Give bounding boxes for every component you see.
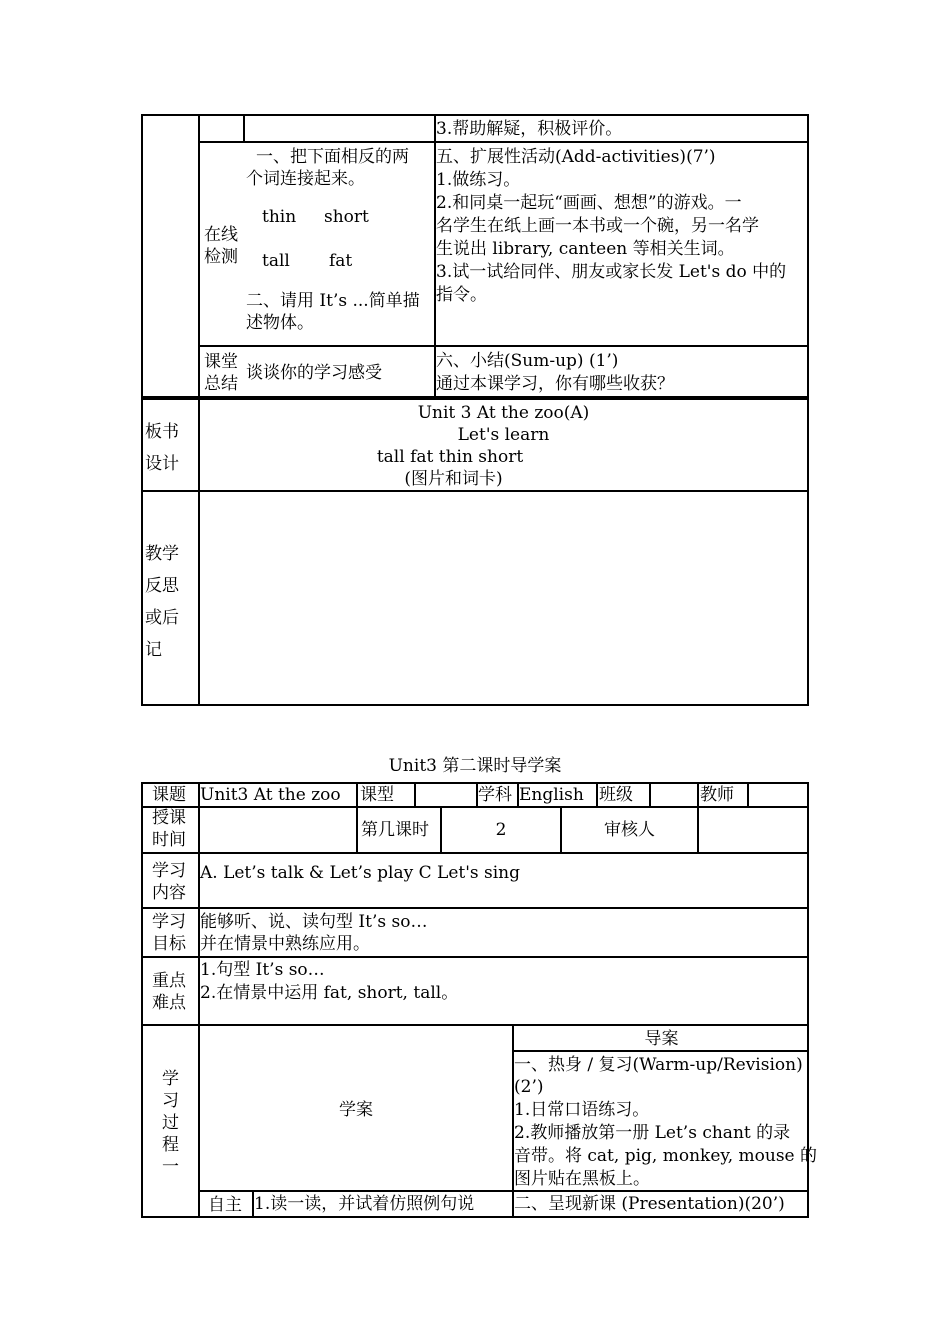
summary-middle: 谈谈你的学习感受 bbox=[246, 363, 382, 383]
guide-case-heading: 导案 bbox=[644, 1029, 679, 1049]
word-tall: tall bbox=[262, 251, 290, 271]
type-label: 课型 bbox=[360, 785, 394, 805]
board-label-2: 设计 bbox=[145, 454, 179, 474]
top-table-divider bbox=[198, 345, 809, 347]
board-line-4: (图片和词卡) bbox=[404, 469, 503, 489]
self-study-task: 1.读一读，并试着仿照例句说 bbox=[254, 1194, 475, 1214]
summary-label-1: 课堂 bbox=[204, 352, 238, 372]
section-title: Unit3 第二课时导学案 bbox=[388, 756, 562, 776]
presentation-heading: 二、呈现新课 (Presentation)(20’) bbox=[514, 1194, 785, 1214]
process-label-1: 学 bbox=[162, 1069, 179, 1089]
plan-divider bbox=[512, 1050, 809, 1052]
keypoints-line-2: 2.在情景中运用 fat, short, tall。 bbox=[200, 983, 459, 1003]
board-line-2: Let's learn bbox=[457, 425, 550, 445]
plan-divider bbox=[697, 782, 699, 852]
plan-divider bbox=[141, 1024, 809, 1026]
plan-divider bbox=[649, 782, 651, 806]
top-table-divider bbox=[198, 141, 809, 143]
keypoints-label-2: 难点 bbox=[152, 993, 186, 1013]
plan-divider bbox=[198, 1190, 809, 1192]
goals-line-2: 并在情景中熟练应用。 bbox=[200, 934, 370, 954]
extension-line-5: 生说出 library, canteen 等相关生词。 bbox=[436, 239, 735, 259]
subject-value: English bbox=[519, 785, 584, 805]
extension-line-3: 2.和同桌一起玩“画画、想想”的游戏。一 bbox=[436, 193, 742, 213]
guide-line-6: 图片贴在黑板上。 bbox=[514, 1169, 650, 1189]
goals-label-2: 目标 bbox=[152, 934, 186, 954]
content-label-1: 学习 bbox=[152, 861, 186, 881]
board-line-1: Unit 3 At the zoo(A) bbox=[417, 403, 590, 423]
top-table-divider bbox=[243, 114, 245, 142]
plan-divider bbox=[141, 907, 809, 909]
online-check-label-1: 在线 bbox=[204, 225, 238, 245]
summary-label-2: 总结 bbox=[204, 374, 238, 394]
lesson-label: 第几课时 bbox=[361, 820, 429, 840]
extension-line-2: 1.做练习。 bbox=[436, 170, 521, 190]
plan-divider bbox=[141, 956, 809, 958]
process-label-3: 过 bbox=[162, 1113, 179, 1133]
word-short: short bbox=[324, 207, 369, 227]
study-case-heading: 学案 bbox=[339, 1100, 373, 1120]
process-label-4: 程 bbox=[162, 1135, 179, 1155]
extension-line-4: 名学生在纸上画一本书或一个碗，另一名学 bbox=[436, 216, 759, 236]
reflection-label-4: 记 bbox=[145, 640, 162, 660]
plan-divider bbox=[141, 852, 809, 854]
extension-line-6: 3.试一试给同伴、朋友或家长发 Let's do 中的 bbox=[436, 262, 787, 282]
time-label-2: 时间 bbox=[152, 830, 186, 850]
summary-right-2: 通过本课学习，你有哪些收获？ bbox=[436, 374, 674, 394]
reflection-label-2: 反思 bbox=[145, 576, 179, 596]
topic-value: Unit3 At the zoo bbox=[200, 785, 341, 805]
top-table-divider bbox=[198, 114, 200, 398]
class-label: 班级 bbox=[599, 785, 633, 805]
word-thin: thin bbox=[262, 207, 297, 227]
plan-divider bbox=[356, 782, 358, 852]
reviewer-label: 审核人 bbox=[604, 820, 655, 840]
word-fat: fat bbox=[329, 251, 353, 271]
extension-line-1: 五、扩展性活动(Add-activities)(7’) bbox=[436, 147, 716, 167]
subject-label: 学科 bbox=[478, 785, 512, 805]
process-label-5: 一 bbox=[162, 1157, 179, 1177]
time-label-1: 授课 bbox=[152, 808, 186, 828]
online-task2-line1: 二、请用 It’s ...简单描 bbox=[246, 291, 420, 311]
plan-divider bbox=[596, 782, 598, 806]
self-study-label: 自主 bbox=[208, 1195, 242, 1215]
extension-line-7: 指令。 bbox=[436, 285, 487, 305]
reflection-label-1: 教学 bbox=[145, 544, 179, 564]
plan-divider bbox=[414, 782, 416, 806]
board-label-1: 板书 bbox=[145, 422, 179, 442]
online-task1-line1: 一、把下面相反的两 bbox=[256, 147, 409, 167]
content-value: A. Let’s talk & Let’s play C Let's sing bbox=[200, 863, 521, 883]
top-row1-right: 3.帮助解疑，积极评价。 bbox=[436, 119, 623, 139]
plan-divider bbox=[141, 806, 809, 808]
keypoints-label-1: 重点 bbox=[152, 971, 186, 991]
guide-line-2: (2’) bbox=[514, 1077, 544, 1097]
guide-line-5: 音带。将 cat, pig, monkey, mouse 的 bbox=[514, 1146, 818, 1166]
goals-line-1: 能够听、说、读句型 It’s so… bbox=[200, 912, 428, 932]
keypoints-line-1: 1.句型 It’s so… bbox=[200, 960, 325, 980]
process-label-2: 习 bbox=[162, 1091, 179, 1111]
reflection-label-3: 或后 bbox=[145, 608, 179, 628]
guide-line-3: 1.日常口语练习。 bbox=[514, 1100, 650, 1120]
guide-line-4: 2.教师播放第一册 Let’s chant 的录 bbox=[514, 1123, 791, 1143]
goals-label-1: 学习 bbox=[152, 912, 186, 932]
online-check-label-2: 检测 bbox=[204, 247, 238, 267]
plan-divider bbox=[747, 782, 749, 806]
lesson-value: 2 bbox=[495, 820, 507, 840]
topic-label: 课题 bbox=[152, 785, 186, 805]
online-task2-line2: 述物体。 bbox=[246, 313, 314, 333]
board-divider bbox=[141, 490, 809, 492]
board-line-3: tall fat thin short bbox=[376, 447, 524, 467]
summary-right-1: 六、小结(Sum-up) (1’) bbox=[436, 351, 619, 371]
content-label-2: 内容 bbox=[152, 883, 186, 903]
teacher-label: 教师 bbox=[700, 785, 734, 805]
online-task1-line2: 个词连接起来。 bbox=[246, 169, 365, 189]
guide-line-1: 一、热身 / 复习(Warm-up/Revision) bbox=[514, 1055, 803, 1075]
